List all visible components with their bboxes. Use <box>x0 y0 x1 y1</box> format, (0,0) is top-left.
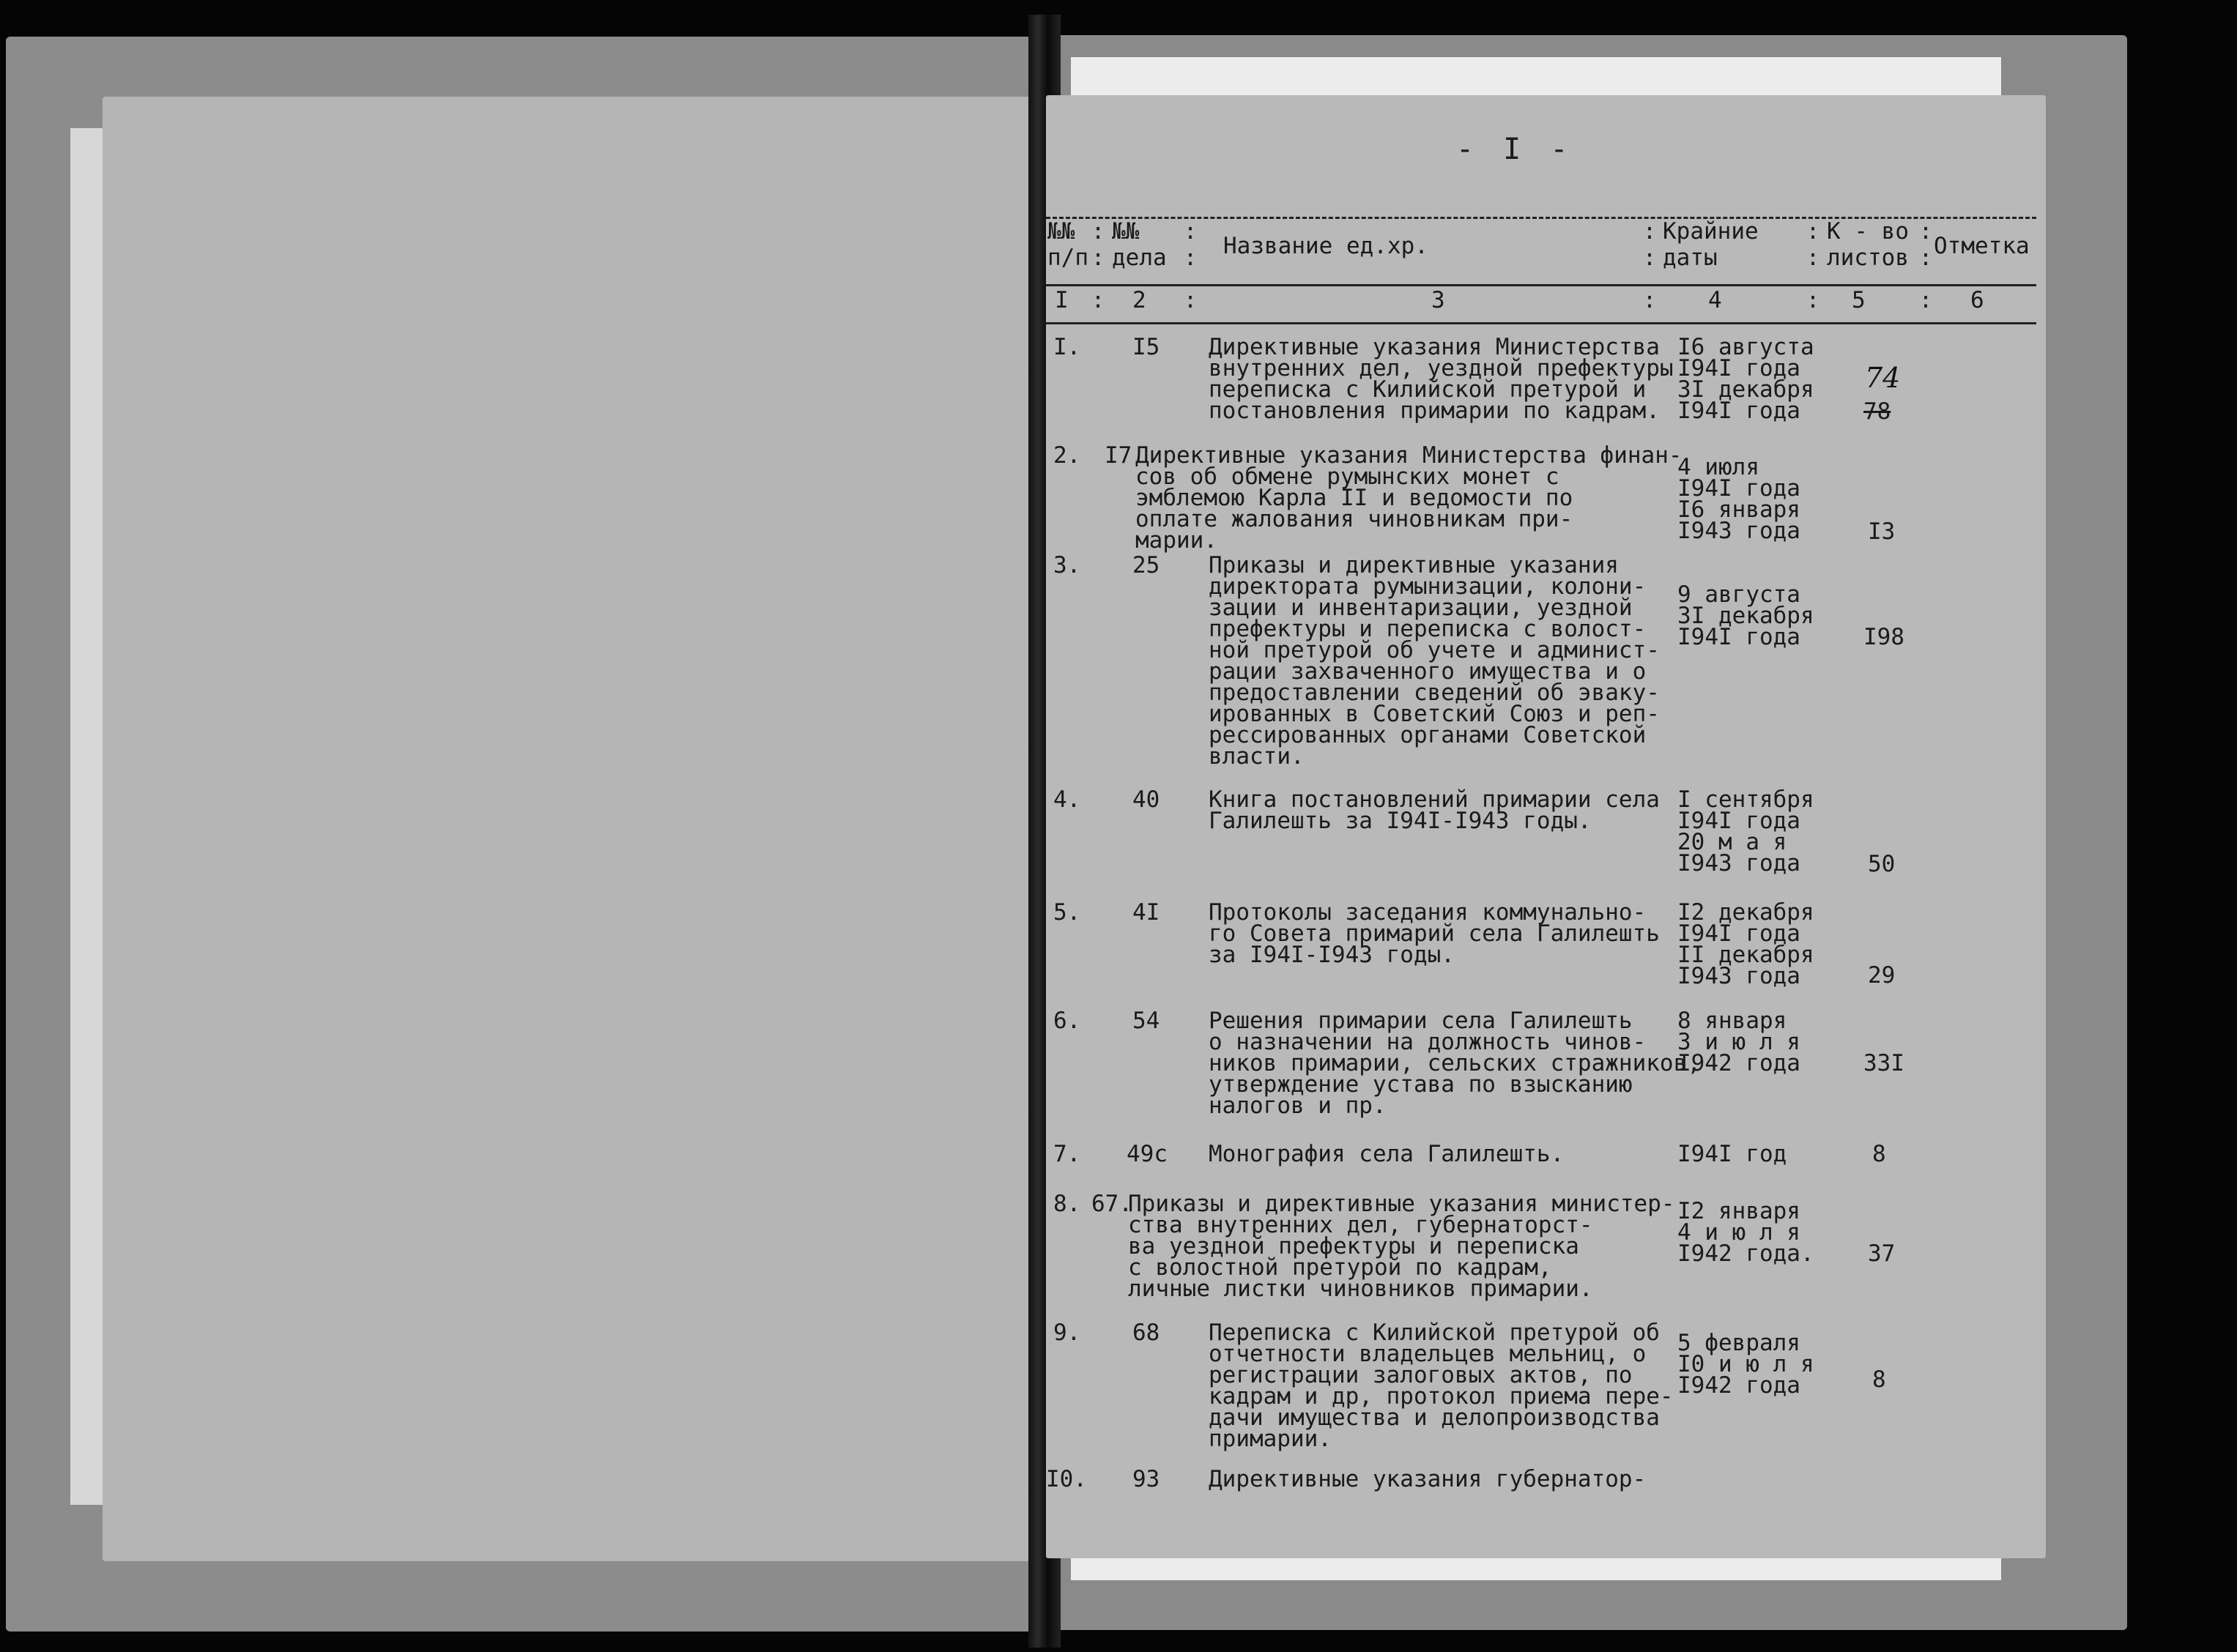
row-1-sheets: 78 <box>1863 398 1891 425</box>
row-6-number: 6. <box>1053 1008 1081 1034</box>
row-8-case: 67. <box>1091 1191 1132 1217</box>
row-9-case: 68 <box>1132 1320 1160 1346</box>
row-2-number: 2. <box>1053 442 1081 469</box>
row-6-dates: 8 января 3 и ю л я I942 года <box>1677 1008 1800 1076</box>
col-separator: : <box>1806 288 1820 313</box>
row-1-number: I. <box>1053 334 1081 360</box>
header-num-3: 3 <box>1431 287 1445 313</box>
row-1-title: Директивные указания Министерства внутренних дел, уездной префектуры переписка с Килийской претурой и постановления примарии по кадрам. <box>1209 334 1674 424</box>
header-number-rule-top <box>1046 284 2036 286</box>
header-col5-line1: К - во <box>1827 218 1909 245</box>
row-2-title: Директивные указания Министерства финан- сов об обмене румынских монет с эмблемою Карла II и ведомости по оплате жалования чиновникам при- марии. <box>1135 442 1683 554</box>
col-separator: : <box>1184 288 1198 313</box>
row-1-case: I5 <box>1132 334 1160 360</box>
row-7-case: 49с <box>1127 1141 1168 1167</box>
row-9-dates: 5 февраля I0 и ю л я I942 года <box>1677 1330 1814 1399</box>
row-10-number: I0. <box>1046 1466 1087 1492</box>
header-num-2: 2 <box>1132 287 1146 313</box>
row-9-sheets: 8 <box>1872 1366 1886 1393</box>
col-separator: : <box>1919 288 1933 313</box>
row-10-case: 93 <box>1132 1466 1160 1492</box>
row-9-number: 9. <box>1053 1320 1081 1346</box>
row-8-title: Приказы и директивные указания министер- ства внутренних дел, губернаторст- ва уездной префектуры и переписка с волостной претурой по кадрам, личные листки чиновников примарии. <box>1128 1191 1675 1302</box>
left-blank-page <box>103 97 1047 1561</box>
header-num-5: 5 <box>1852 287 1866 313</box>
header-col2-line1: №№ <box>1112 218 1140 245</box>
row-5-dates: I2 декабря I94I года II декабря I943 года <box>1677 899 1814 989</box>
row-3-case: 25 <box>1132 552 1160 578</box>
row-4-title: Книга постановлений примарии села Галилешть за I94I-I943 годы. <box>1209 786 1660 834</box>
col-separator: : <box>1643 288 1657 313</box>
col-separator: : <box>1091 245 1105 271</box>
row-6-title: Решения примарии села Галилешть о назначении на должность чинов- ников примарии, сельских стражников, утверждение устава по взысканию налогов и пр. <box>1209 1008 1701 1119</box>
row-5-sheets: 29 <box>1868 962 1896 989</box>
header-number-rule-bottom <box>1046 322 2036 324</box>
row-7-sheets: 8 <box>1872 1141 1886 1167</box>
header-col6: Отметка <box>1934 233 2030 259</box>
header-col3: Название ед.хр. <box>1223 233 1428 259</box>
col-separator: : <box>1919 219 1933 245</box>
row-9-title: Переписка с Килийской претурой об отчетности владельцев мельниц, о регистрации залоговых актов, по кадрам и др, протокол приема пере- дачи имущества и делопроизводства примарии. <box>1209 1320 1674 1452</box>
row-3-dates: 9 августа 3I декабря I94I года <box>1677 581 1814 650</box>
row-5-number: 5. <box>1053 899 1081 926</box>
row-2-sheets: I3 <box>1868 518 1896 545</box>
col-separator: : <box>1184 219 1198 245</box>
header-num-1: I <box>1055 287 1069 313</box>
col-separator: : <box>1643 245 1657 271</box>
row-4-sheets: 50 <box>1868 851 1896 877</box>
row-1-dates: I6 августа I94I года 3I декабря I94I года <box>1677 334 1814 424</box>
header-col2-line2: дела <box>1112 245 1167 271</box>
header-col5-line2: листов <box>1827 245 1909 271</box>
row-1-handwritten-sheets: 74 <box>1865 362 1901 394</box>
row-7-dates: I94I год <box>1677 1141 1787 1167</box>
row-10-title: Директивные указания губернатор- <box>1209 1466 1647 1492</box>
row-8-number: 8. <box>1053 1191 1081 1217</box>
row-3-title: Приказы и директивные указания директората румынизации, колони- зации и инвентаризации, уездной префектуры и переписка с волост- ной претурой об учете и админист- рации захваченного имущества и о предоставлении сведений об эваку- ированных в Советский Союз и реп- рессированных органами Советской власти. <box>1209 552 1660 770</box>
row-7-number: 7. <box>1053 1141 1081 1167</box>
header-col4-line2: даты <box>1663 245 1718 271</box>
header-col1-line2: п/п <box>1047 245 1088 271</box>
col-separator: : <box>1184 245 1198 271</box>
row-6-case: 54 <box>1132 1008 1160 1034</box>
inventory-page <box>1046 95 2046 1558</box>
row-5-case: 4I <box>1132 899 1160 926</box>
col-separator: : <box>1806 219 1820 245</box>
row-6-sheets: 33I <box>1863 1050 1904 1076</box>
row-7-title: Монография села Галилешть. <box>1209 1141 1565 1167</box>
header-col4-line1: Крайние <box>1663 218 1759 245</box>
col-separator: : <box>1806 245 1820 271</box>
col-separator: : <box>1091 219 1105 245</box>
row-3-number: 3. <box>1053 552 1081 578</box>
row-3-sheets: I98 <box>1863 624 1904 650</box>
row-2-dates: 4 июля I94I года I6 января I943 года <box>1677 454 1800 544</box>
col-separator: : <box>1091 288 1105 313</box>
row-8-dates: I2 января 4 и ю л я I942 года. <box>1677 1198 1814 1267</box>
row-4-case: 40 <box>1132 786 1160 813</box>
page-number: - I - <box>1456 133 1574 166</box>
row-5-title: Протоколы заседания коммунально- го Совета примарий села Галилешть за I94I-I943 годы. <box>1209 899 1660 968</box>
row-2-case: I7 <box>1105 442 1132 469</box>
header-col1-line1: №№ <box>1047 218 1075 245</box>
row-8-sheets: 37 <box>1868 1240 1896 1267</box>
header-num-4: 4 <box>1708 287 1722 313</box>
row-4-dates: I сентября I94I года 20 м а я I943 года <box>1677 786 1814 877</box>
header-num-6: 6 <box>1970 287 1984 313</box>
row-4-number: 4. <box>1053 786 1081 813</box>
col-separator: : <box>1919 245 1933 271</box>
col-separator: : <box>1643 219 1657 245</box>
